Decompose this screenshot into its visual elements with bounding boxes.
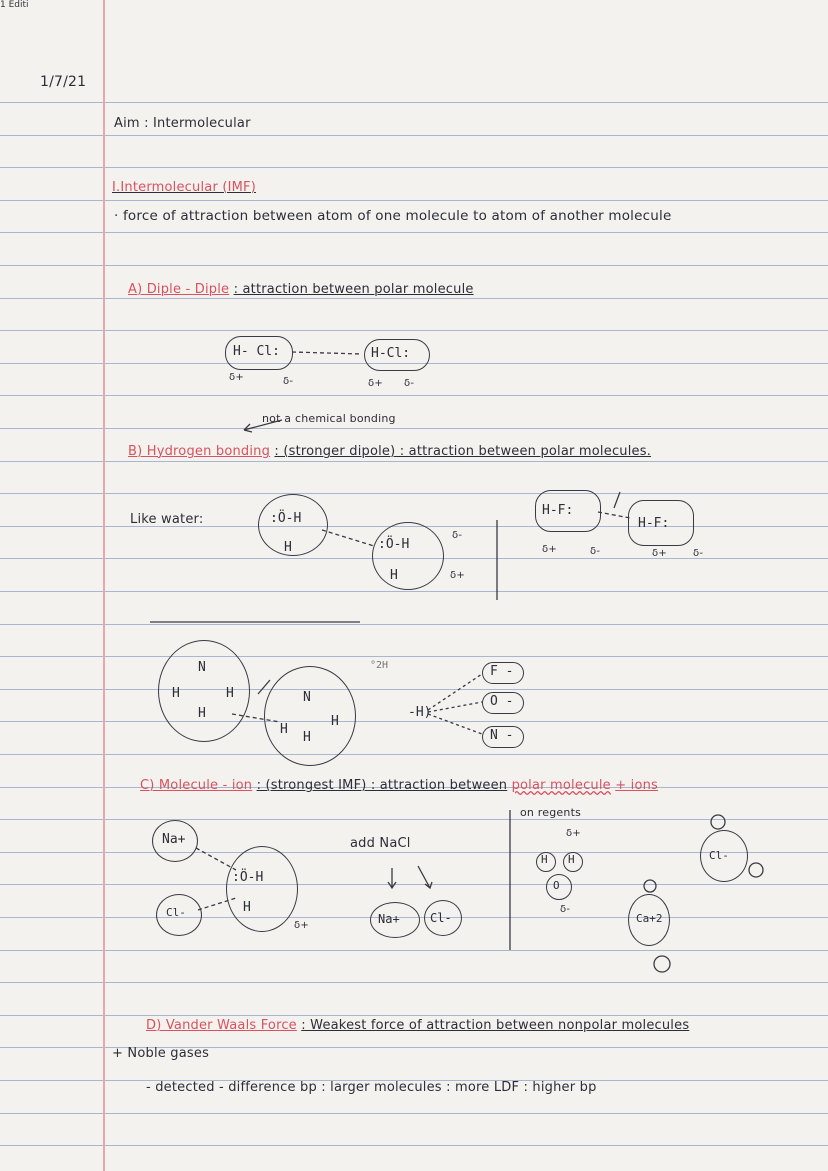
- hbond-label: B) Hydrogen bonding: [128, 444, 271, 459]
- h-group: -H): [408, 705, 432, 720]
- water-decor-b: [749, 863, 763, 877]
- ion-label: C) Molecule - ion: [140, 778, 253, 793]
- hf-delta-minus-b: δ-: [693, 548, 704, 559]
- ruled-line: [0, 330, 828, 331]
- na-text: Na+: [162, 832, 186, 847]
- ion-desc-c: + ions: [615, 778, 659, 793]
- ion-heading: [140, 778, 658, 793]
- water-a-text: :Ö-H: [270, 511, 302, 526]
- nh3-a-h3: H: [198, 706, 206, 721]
- water-decor-d: [654, 956, 670, 972]
- ruled-line: [0, 1113, 828, 1114]
- nh3-b-h3: H: [303, 730, 311, 745]
- ruled-line: [0, 819, 828, 820]
- ruled-line: [0, 232, 828, 233]
- cl-text: Cl-: [166, 906, 186, 919]
- water-c-text: :Ö-H: [232, 870, 264, 885]
- hf-delta-minus-a: δ-: [590, 546, 601, 557]
- ruled-line: [0, 428, 828, 429]
- o-atom-text: O: [553, 879, 560, 892]
- ruled-line: [0, 1145, 828, 1146]
- ruled-line: [0, 950, 828, 951]
- o2h-faint: °2H: [370, 660, 389, 671]
- section-title: [112, 180, 256, 195]
- water-delta-plus: δ+: [450, 570, 465, 581]
- ruled-line: [0, 982, 828, 983]
- ruled-line: [0, 493, 828, 494]
- ruled-line: [0, 754, 828, 755]
- nh3-b-h2: H: [331, 714, 339, 729]
- cl-ion-text: Cl-: [430, 911, 452, 925]
- ion-desc-b: polar molecule: [511, 778, 611, 793]
- nh3-a-h1: H: [172, 686, 180, 701]
- ca-text: Ca+2: [636, 912, 663, 925]
- list-f: F -: [490, 664, 514, 679]
- hcl-a-text: H- Cl:: [233, 344, 280, 359]
- water-delta-minus: δ-: [452, 530, 463, 541]
- h-atom-b-text: H: [568, 853, 575, 866]
- hf-a-text: H-F:: [542, 503, 574, 518]
- ruled-line: [0, 656, 828, 657]
- not-chemical-bonding-note: not a chemical bonding: [262, 412, 396, 425]
- edge-text: 1 Editi: [0, 0, 29, 10]
- delta-plus-b: δ+: [368, 378, 383, 389]
- ruled-line: [0, 265, 828, 266]
- reg-delta-plus: δ+: [566, 828, 581, 839]
- noble-gases: + Noble gases: [112, 1046, 210, 1061]
- list-n: N -: [490, 728, 514, 743]
- hf-b-text: H-F:: [638, 516, 670, 531]
- vdw-label: D) Vander Waals Force: [146, 1018, 297, 1033]
- ruled-line: [0, 1015, 828, 1016]
- hbond-heading: [128, 444, 651, 459]
- nh3-b-n: N: [303, 690, 311, 705]
- water-c-delta-plus: δ+: [294, 920, 309, 931]
- ruled-line: [0, 102, 828, 103]
- delta-minus-b: δ-: [404, 378, 415, 389]
- nh3-arrow: [258, 680, 270, 694]
- section-title-text: I.Intermolecular (IMF): [112, 180, 256, 195]
- delta-plus-a: δ+: [229, 372, 244, 383]
- nh3-b-h1: H: [280, 722, 288, 737]
- vdw-desc: : Weakest force of attraction between nonpolar molecules: [301, 1018, 690, 1033]
- dipole-dash: [292, 352, 362, 354]
- dipole-label: A) Diple - Diple: [128, 282, 230, 297]
- ruled-line: [0, 395, 828, 396]
- water-molecule-b: [372, 522, 444, 590]
- water-decor-a: [711, 815, 725, 829]
- margin-line: [103, 0, 105, 1171]
- hf-delta-plus-b: δ+: [652, 548, 667, 559]
- water-molecule-c: [226, 846, 298, 932]
- ammonia-molecule-b: [264, 666, 356, 766]
- on-regents: on regents: [520, 806, 582, 819]
- water-hbond-dash: [322, 530, 374, 546]
- vdw-heading: [146, 1018, 689, 1033]
- like-water: Like water:: [130, 512, 204, 527]
- hf-hbond-dash: [598, 512, 630, 518]
- add-arrow-left: [388, 868, 396, 888]
- h-atom-a-text: H: [541, 853, 548, 866]
- dipole-desc: : attraction between polar molecule: [233, 282, 474, 297]
- hf-delta-plus-a: δ+: [542, 544, 557, 555]
- water-b-h: H: [390, 568, 398, 583]
- ruled-line: [0, 461, 828, 462]
- hcl-b-text: H-Cl:: [371, 346, 411, 361]
- na-ion-text: Na+: [378, 912, 400, 926]
- nh3-a-h2: H: [226, 686, 234, 701]
- ruled-line: [0, 298, 828, 299]
- water-a-h: H: [284, 540, 292, 555]
- ion-desc-a: : (strongest IMF) : attraction between: [256, 778, 508, 793]
- ruled-line: [0, 721, 828, 722]
- aim-line: Aim : Intermolecular: [114, 116, 251, 131]
- ruled-line: [0, 884, 828, 885]
- dipole-heading: [128, 282, 474, 297]
- hf-arrow: [614, 492, 620, 508]
- ruled-line: [0, 167, 828, 168]
- ruled-line: [0, 591, 828, 592]
- nh3-a-n: N: [198, 660, 206, 675]
- ruled-line: [0, 200, 828, 201]
- ruled-line: [0, 135, 828, 136]
- reg-delta-minus: δ-: [560, 904, 571, 915]
- definition: · force of attraction between atom of one molecule to atom of another molecule: [114, 208, 672, 224]
- water-b-text: :Ö-H: [378, 537, 410, 552]
- ruled-line: [0, 689, 828, 690]
- date: 1/7/21: [40, 74, 87, 90]
- delta-minus-a: δ-: [283, 376, 294, 387]
- cl-minus-text: Cl-: [709, 849, 729, 862]
- hbond-desc: : (stronger dipole) : attraction between polar molecules.: [274, 444, 652, 459]
- water-c-h: H: [243, 900, 251, 915]
- vdw-detail: - detected - difference bp : larger molecules : more LDF : higher bp: [146, 1080, 597, 1095]
- list-o: O -: [490, 694, 514, 709]
- ruled-line: [0, 624, 828, 625]
- fon-dashes: [428, 674, 482, 734]
- add-nacl: add NaCl: [350, 836, 411, 851]
- water-decor-c: [644, 880, 656, 892]
